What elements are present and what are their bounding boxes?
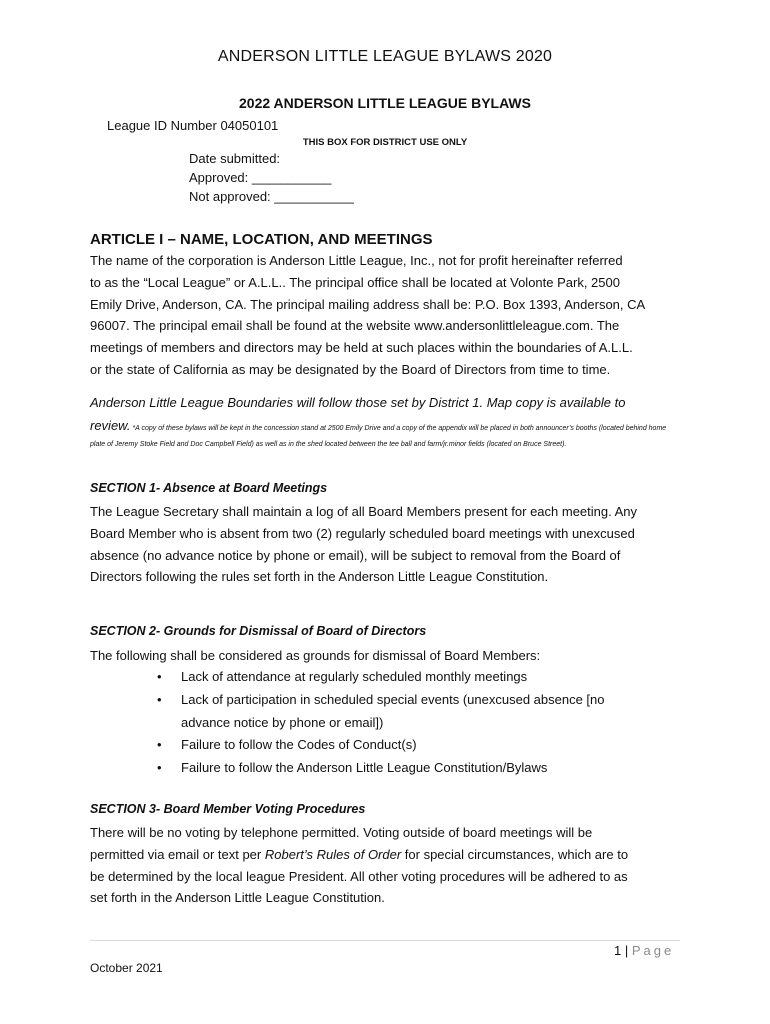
- list-item: • Lack of participation in scheduled special events (unexcused absence [no advance notice by phone or email]): [155, 689, 655, 735]
- article-1-heading: ARTICLE I – NAME, LOCATION, AND MEETINGS: [90, 231, 433, 248]
- document-title: 2022 ANDERSON LITTLE LEAGUE BYLAWS: [239, 95, 531, 111]
- list-item: • Failure to follow the Anderson Little League Constitution/Bylaws: [155, 757, 655, 780]
- bullet-icon: •: [157, 760, 162, 776]
- section-1-line: Directors following the rules set forth in the Anderson Little League Constitution.: [90, 569, 549, 585]
- section-1-heading: SECTION 1- Absence at Board Meetings: [90, 481, 328, 495]
- boundary-statement: Anderson Little League Boundaries will follow those set by District 1. Map copy is available to: [90, 395, 626, 410]
- article-1-line: Emily Drive, Anderson, CA. The principal mailing address shall be: P.O. Box 1393, Anderson, CA: [90, 296, 646, 312]
- section-2-heading: SECTION 2- Grounds for Dismissal of Board of Directors: [90, 624, 427, 638]
- section-3-line: be determined by the local league President. All other voting procedures will be adhered to as: [90, 868, 628, 884]
- footer-divider: [90, 940, 680, 941]
- article-1-line: or the state of California as may be designated by the Board of Directors from time to time.: [90, 361, 611, 377]
- boundary-review-word: review.: [90, 418, 131, 433]
- dismissal-grounds-list: [155, 666, 655, 780]
- section-2-intro: The following shall be considered as grounds for dismissal of Board Members:: [90, 648, 541, 663]
- page-label: Page: [631, 943, 675, 958]
- bullet-icon: •: [157, 669, 162, 684]
- article-1-line: to as the “Local League” or A.L.L.. The principal office shall be located at Volonte Park, 2500: [90, 274, 620, 290]
- article-1-line: 96007. The principal email shall be found at the website www.andersonlittleleague.com. The: [90, 318, 620, 334]
- league-id: League ID Number 04050101: [107, 118, 279, 133]
- section-1-line: The League Secretary shall maintain a log of all Board Members present for each meeting. Any: [90, 504, 638, 519]
- section-3-body: [90, 822, 690, 909]
- article-1-line: meetings of members and directors may be held at such places within the boundaries of A.L.L.: [90, 340, 633, 356]
- section-3-line: permitted via email or text per Robert’s Rules of Order for special circumstances, which are to: [90, 846, 629, 862]
- date-submitted-field: Date submitted:: [189, 151, 281, 166]
- list-item: • Lack of attendance at regularly scheduled monthly meetings: [155, 666, 655, 689]
- article-1-body: [90, 250, 690, 381]
- section-3-heading: SECTION 3- Board Member Voting Procedures: [90, 802, 366, 816]
- boundary-note-block: [90, 418, 680, 453]
- running-header: ANDERSON LITTLE LEAGUE BYLAWS 2020: [217, 48, 553, 65]
- bullet-icon: •: [157, 691, 162, 707]
- section-3-line: set forth in the Anderson Little League Constitution.: [90, 890, 385, 906]
- roberts-rules-title: Robert’s Rules of Order: [264, 846, 402, 862]
- section-1-body: [90, 501, 690, 588]
- section-1-line: absence (no advance notice by phone or email), will be subject to removal from the Board of: [90, 547, 621, 563]
- approved-field: Approved: ___________: [189, 170, 332, 185]
- list-item: • Failure to follow the Codes of Conduct(s): [155, 734, 655, 757]
- district-use-label: THIS BOX FOR DISTRICT USE ONLY: [302, 137, 468, 148]
- not-approved-field: Not approved: ___________: [189, 189, 354, 204]
- section-3-line: There will be no voting by telephone permitted. Voting outside of board meetings will be: [90, 825, 593, 840]
- page-number: 1 | Page: [614, 943, 675, 958]
- boundary-footnote: *A copy of these bylaws will be kept in the concession stand at 2500 Emily Drive and a copy of the appendix will be placed in both announcer’s booths (located behind home plate of Jeremy Stoke Field and Doc Campbell Field) as well as in the shed located between the tee ball and farm/jr.minor fields (located on Bruce Street).: [90, 425, 667, 448]
- article-1-line: The name of the corporation is Anderson Little League, Inc., not for profit hereinafter referred: [90, 253, 623, 268]
- bullet-icon: •: [157, 737, 162, 753]
- footer-date: October 2021: [90, 961, 163, 975]
- section-1-line: Board Member who is absent from two (2) regularly scheduled board meetings with unexcused: [90, 525, 635, 541]
